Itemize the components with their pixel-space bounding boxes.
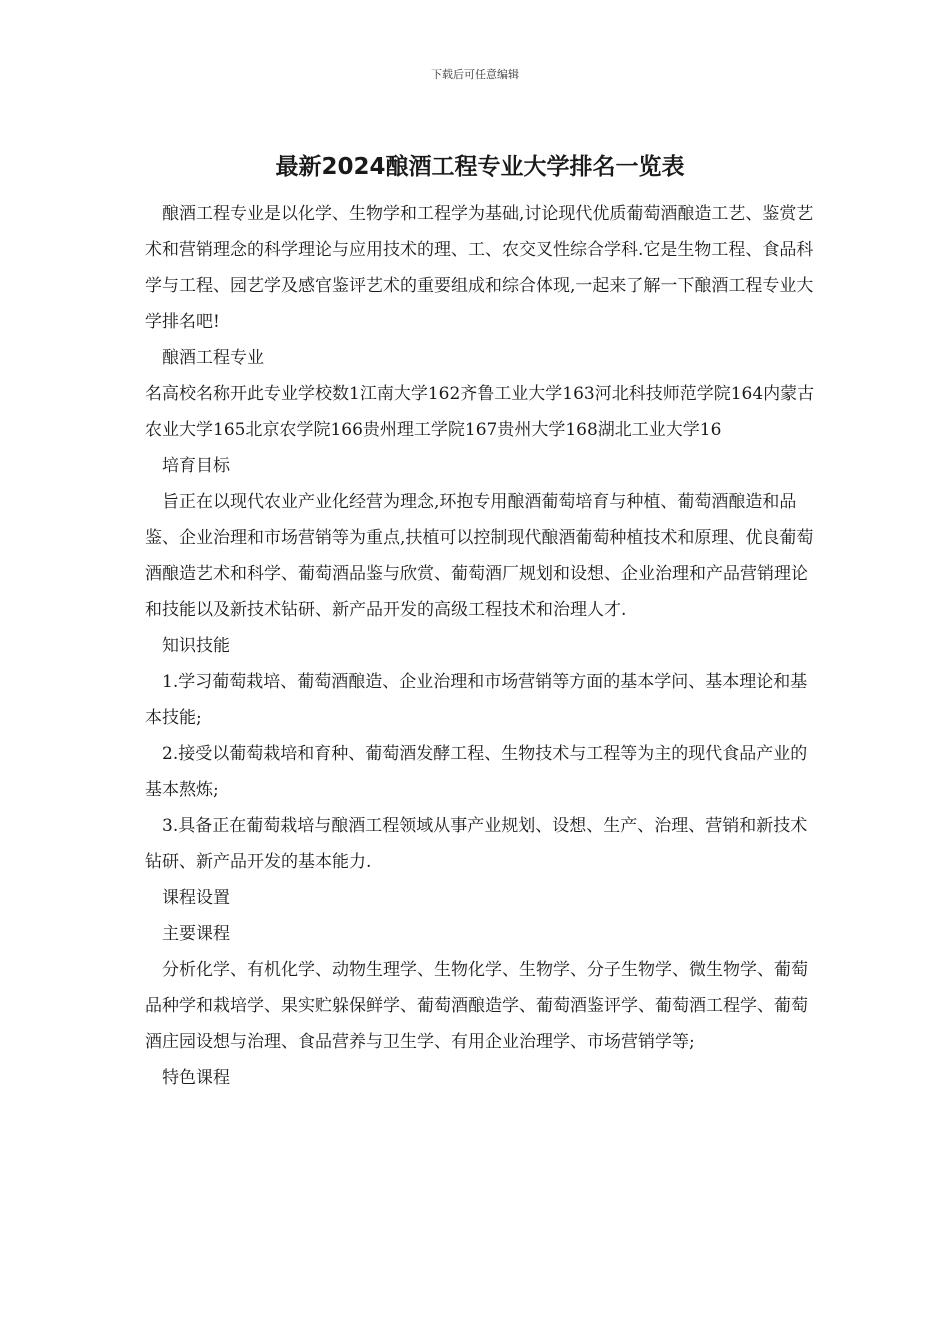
goals-paragraph: 旨正在以现代农业产业化经营为理念,环抱专用酿酒葡萄培育与种植、葡萄酒酿造和品鉴、企业治理和市场营销等为重点,扶植可以控制现代酿酒葡萄种植技术和原理、优良葡萄酒酿造艺术和科学、葡萄酒品鉴与欣赏、葡萄酒厂规划和设想、企业治理和产品营销理论和技能以及新技术钻研、新产品开发的高级工程技术和治理人才.: [145, 492, 814, 620]
skills-item-3: 3.具备正在葡萄栽培与酿酒工程领域从事产业规划、设想、生产、治理、营销和新技术钻研、新产品开发的基本能力.: [145, 816, 808, 872]
subsection-heading-special-courses: 特色课程: [162, 1068, 230, 1088]
skills-item-2: 2.接受以葡萄栽培和育种、葡萄酒发酵工程、生物技术与工程等为主的现代食品产业的基本熬炼;: [145, 744, 808, 800]
document-body: [145, 196, 815, 1096]
main-courses-paragraph: 分析化学、有机化学、动物生理学、生物化学、生物学、分子生物学、微生物学、葡萄品种学和栽培学、果实贮躲保鲜学、葡萄酒酿造学、葡萄酒鉴评学、葡萄酒工程学、葡萄酒庄园设想与治理、食品营养与卫生学、有用企业治理学、市场营销学等;: [145, 960, 808, 1052]
section-heading-goals: 培育目标: [162, 456, 230, 476]
intro-paragraph: 酿酒工程专业是以化学、生物学和工程学为基础,讨论现代优质葡萄酒酿造工艺、鉴赏艺术和营销理念的科学理论与应用技术的理、工、农交叉性综合学科.它是生物工程、食品科学与工程、园艺学及感官鉴评艺术的重要组成和综合体现,一起来了解一下酿酒工程专业大学排名吧!: [145, 204, 814, 332]
ranking-paragraph: 名高校名称开此专业学校数1江南大学162齐鲁工业大学163河北科技师范学院164内蒙古农业大学165北京农学院166贵州理工学院167贵州大学168湖北工业大学16: [145, 384, 815, 440]
section-heading-skills: 知识技能: [162, 636, 230, 656]
skills-item-1: 1.学习葡萄栽培、葡萄酒酿造、企业治理和市场营销等方面的基本学问、基本理论和基本技能;: [145, 672, 808, 728]
section-heading-major: 酿酒工程专业: [162, 348, 264, 368]
subsection-heading-main-courses: 主要课程: [162, 924, 230, 944]
header-note: 下载后可任意编辑: [431, 68, 519, 81]
document-title: 最新2024酿酒工程专业大学排名一览表: [275, 154, 685, 180]
section-heading-courses: 课程设置: [162, 888, 230, 908]
